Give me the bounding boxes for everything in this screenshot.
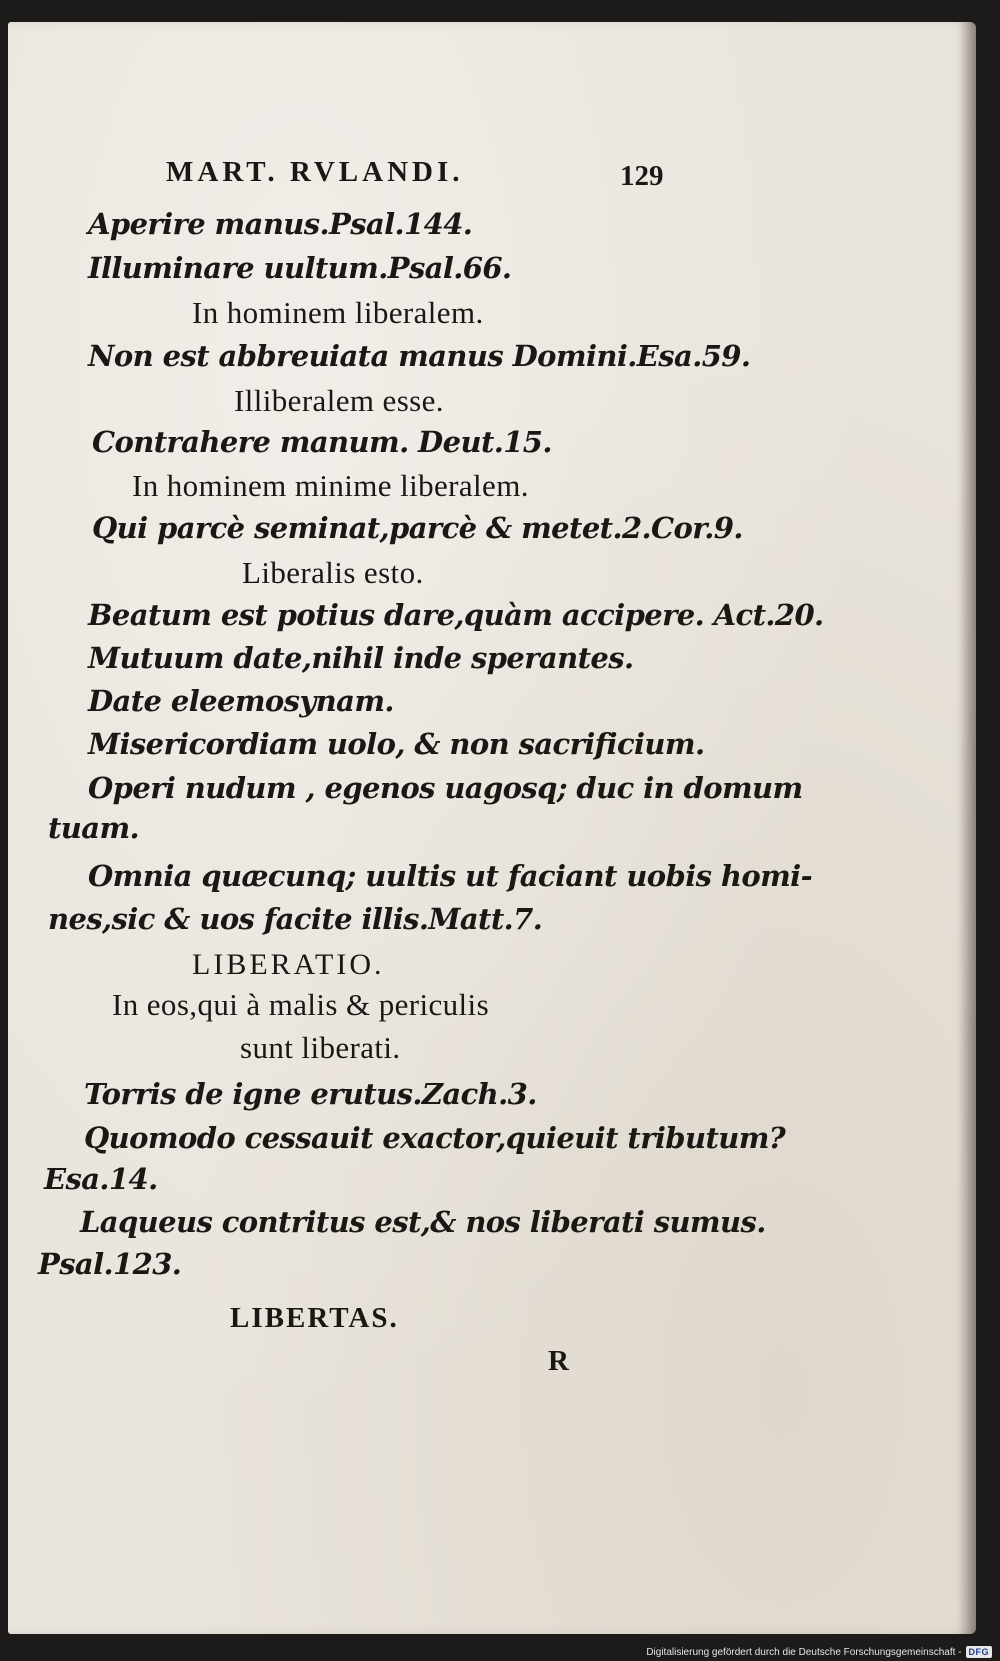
text-line-16: Omnia quæcunq; uultis ut faciant uobis homi- xyxy=(88,859,813,893)
text-line-24: Laqueus contritus est,& nos liberati sumus. xyxy=(80,1205,766,1239)
text-line-12: Date eleemosynam. xyxy=(88,684,394,718)
digitization-credit xyxy=(646,1646,992,1658)
text-line-25: Psal.123. xyxy=(38,1247,182,1281)
section-heading-liberal: In hominem liberalem. xyxy=(192,295,484,330)
section-heading-minime-liberal: In hominem minime liberalem. xyxy=(132,468,529,503)
text-line-17: nes,sic & uos facite illis.Matt.7. xyxy=(48,902,543,936)
catchword-signature: R xyxy=(548,1345,569,1377)
section-heading-liberatio: LIBERATIO. xyxy=(192,948,385,981)
text-line-2: Illuminare uultum.Psal.66. xyxy=(88,251,512,285)
text-line-1: Aperire manus.Psal.144. xyxy=(88,207,473,241)
text-line-23: Esa.14. xyxy=(44,1162,158,1196)
running-head: MART. RVLANDI. xyxy=(166,156,464,188)
text-line-14: Operi nudum , egenos uagosq; duc in domum xyxy=(88,771,803,805)
text-line-8: Qui parcè seminat,parcè & metet.2.Cor.9. xyxy=(92,511,743,545)
text-line-10: Beatum est potius dare,quàm accipere. Act.20. xyxy=(88,598,824,632)
catch-heading-libertas: LIBERTAS. xyxy=(230,1302,399,1334)
credit-text: Digitalisierung gefördert durch die Deutsche Forschungsgemeinschaft - xyxy=(646,1646,962,1658)
section-heading-liberalis-esto: Liberalis esto. xyxy=(242,555,424,590)
subheading-line-1: In eos,qui à malis & periculis xyxy=(112,987,490,1022)
text-line-11: Mutuum date,nihil inde sperantes. xyxy=(88,641,634,675)
page-binding-shadow xyxy=(958,22,976,1634)
text-line-21: Torris de igne erutus.Zach.3. xyxy=(84,1077,537,1111)
text-line-15: tuam. xyxy=(48,811,140,845)
text-line-13: Misericordiam uolo, & non sacrificium. xyxy=(88,727,705,761)
dfg-logo-icon: DFG xyxy=(966,1646,993,1658)
text-line-4: Non est abbreuiata manus Domini.Esa.59. xyxy=(88,339,751,373)
section-heading-illiberal: Illiberalem esse. xyxy=(234,383,444,418)
page-number: 129 xyxy=(620,160,664,192)
text-line-22: Quomodo cessauit exactor,quieuit tributum? xyxy=(84,1121,786,1155)
book-page xyxy=(8,22,976,1634)
text-line-6: Contrahere manum. Deut.15. xyxy=(92,425,552,459)
subheading-line-2: sunt liberati. xyxy=(240,1030,401,1065)
